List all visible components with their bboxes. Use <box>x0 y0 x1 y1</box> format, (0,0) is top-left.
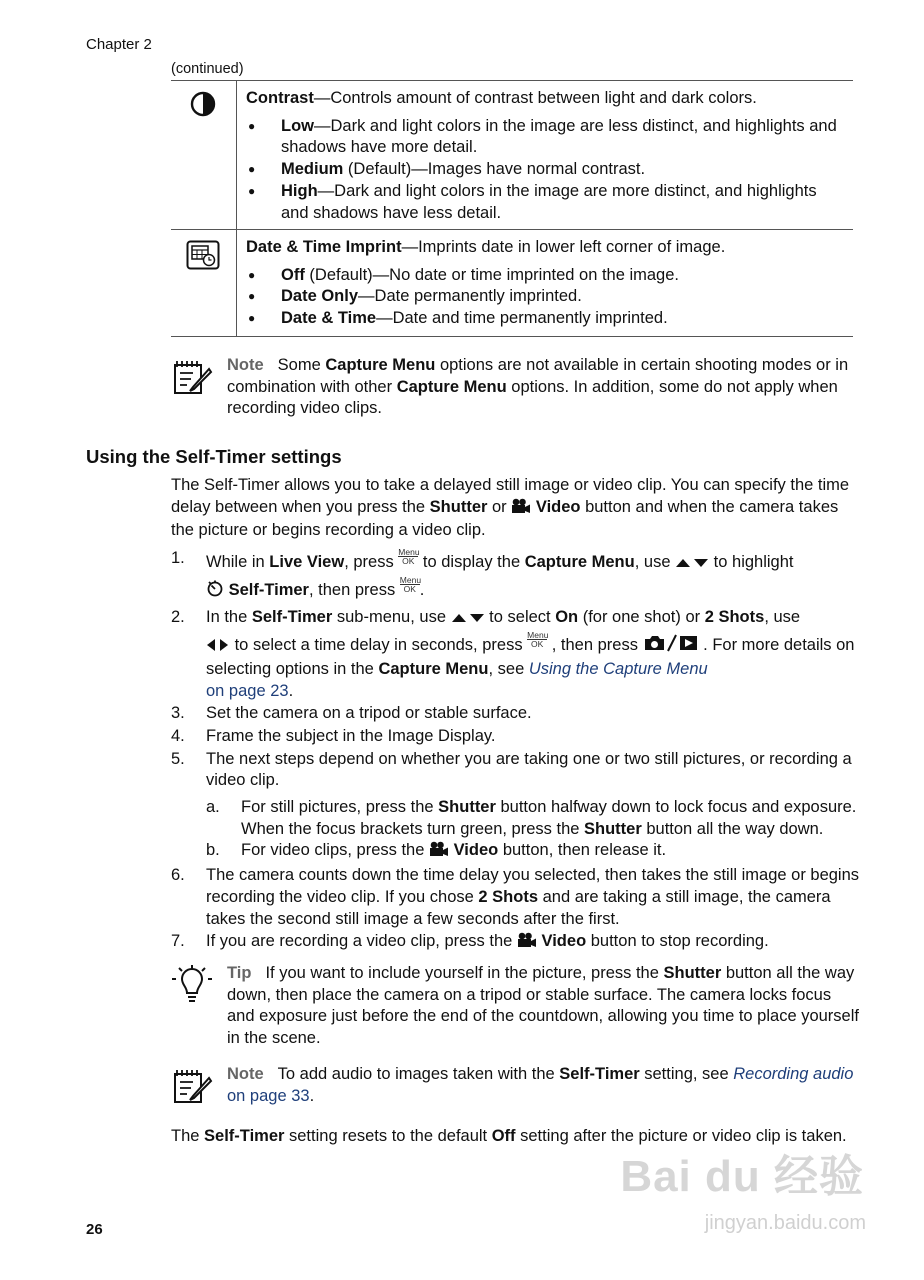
recording-audio-link[interactable]: Recording audio on page 33 <box>227 1065 854 1105</box>
list-item: ● Date Only—Date permanently imprinted. <box>246 286 845 308</box>
note-pencil-icon <box>171 355 213 404</box>
contrast-title: Contrast <box>246 89 314 107</box>
note-pencil-icon <box>171 1064 213 1113</box>
tip-label: Tip <box>227 964 252 982</box>
list-item: ● Medium (Default)—Images have normal contrast. <box>246 159 845 181</box>
list-item: ● High—Dark and light colors in the image are more distinct, and highlights and shadows have less detail. <box>246 181 845 224</box>
step-4: 4. Frame the subject in the Image Display. <box>171 726 496 745</box>
menu-ok-icon: Menu OK <box>399 574 422 594</box>
steps-list <box>171 548 861 956</box>
lightbulb-icon <box>171 963 215 1014</box>
step-1: 1. While in Live View, press Menu OK to display the Capture Menu, use to highlight Self-Timer, then press Menu OK . <box>171 548 861 603</box>
note-box-2: Note To add audio to images taken with the Self-Timer setting, see Recording audio on page 33. <box>171 1064 861 1107</box>
date-time-imprint-icon <box>171 230 237 336</box>
table-row-contrast <box>171 81 853 230</box>
up-down-arrows-icon <box>451 609 485 631</box>
contrast-desc: —Controls amount of contrast between light and dark colors. <box>313 89 757 107</box>
menu-ok-icon: Menu OK <box>527 630 549 650</box>
step-5a: a. For still pictures, press the Shutter button halfway down to lock focus and exposure. When the focus brackets turn green, press the Shutter button all the way down. <box>206 798 857 838</box>
list-item: ● Off (Default)—No date or time imprinted on the image. <box>246 265 845 287</box>
tip-box: Tip If you want to include yourself in the picture, press the Shutter button all the way down, then place the camera on a tripod or stable surface. The camera locks focus and exposure just before the end of the countdown, allowing you time to place yourself in the scene. <box>171 963 861 1050</box>
up-down-arrows-icon <box>675 554 709 576</box>
step-3: 3. Set the camera on a tripod or stable surface. <box>171 704 532 723</box>
intro-paragraph: The Self-Timer allows you to take a delayed still image or video clip. You can specify the time delay between when you press the Shutter or Video button and when the camera takes the picture or begins recording a video clip. <box>171 476 850 540</box>
step-5b: b. For video clips, press the Video button, then release it. <box>206 840 861 864</box>
step-7: 7. If you are recording a video clip, press the Video button to stop recording. <box>171 931 861 955</box>
capture-menu-link[interactable]: Using the Capture Menu on page 23 <box>206 659 708 700</box>
step-6: 6. The camera counts down the time delay you selected, then takes the still image or begins recording the video clip. If you chose 2 Shots and are taking a still image, the camera takes the second still image a few seconds after the first. <box>171 866 860 928</box>
settings-table <box>171 80 853 337</box>
note-box-1: Note Some Capture Menu options are not available in certain shooting modes or in combination with other Capture Menu options. In addition, some do not apply when recording video clips. <box>171 355 861 420</box>
video-icon <box>517 932 537 955</box>
page-number: 26 <box>86 1221 103 1238</box>
contrast-icon <box>171 81 237 229</box>
list-item: ● Date & Time—Date and time permanently imprinted. <box>246 308 845 330</box>
step-5: 5. The next steps depend on whether you are taking one or two still pictures, or recording a video clip. a. For still pictures, press the Shutter button halfway down to lock focus and exposure. When the focus brackets turn green, press the Shutter button all the way down. b. For video clips, press the Video button, then release it. <box>171 749 861 865</box>
date-time-title: Date & Time Imprint <box>246 238 402 256</box>
step-2: 2. In the Self-Timer sub-menu, use to select On (for one shot) or 2 Shots, use to select a time delay in seconds, press Menu OK , then press . For more details on selecting options in the Capture Menu, see Using the Capture Menu on page 23. <box>171 608 855 700</box>
chapter-header: Chapter 2 <box>86 36 152 53</box>
menu-ok-icon: Menu OK <box>398 547 420 566</box>
continued-label: (continued) <box>171 61 244 77</box>
note-label: Note <box>227 356 264 374</box>
camera-playback-icon <box>643 634 699 659</box>
table-row-date-time <box>171 230 853 337</box>
self-timer-icon <box>206 579 224 604</box>
closing-paragraph: The Self-Timer setting resets to the default Off setting after the picture or video clip is taken. <box>171 1127 847 1145</box>
video-icon <box>429 841 449 864</box>
note-label: Note <box>227 1065 264 1083</box>
list-item: ● Low—Dark and light colors in the image are less distinct, and highlights and shadows have more detail. <box>246 116 845 159</box>
left-right-arrows-icon <box>206 637 230 659</box>
section-heading: Using the Self-Timer settings <box>86 446 342 467</box>
watermark-logo: Bai du 经验 <box>620 1152 864 1201</box>
video-icon <box>511 498 531 521</box>
watermark-url: jingyan.baidu.com <box>704 1212 866 1234</box>
date-time-desc: —Imprints date in lower left corner of image. <box>401 238 726 256</box>
